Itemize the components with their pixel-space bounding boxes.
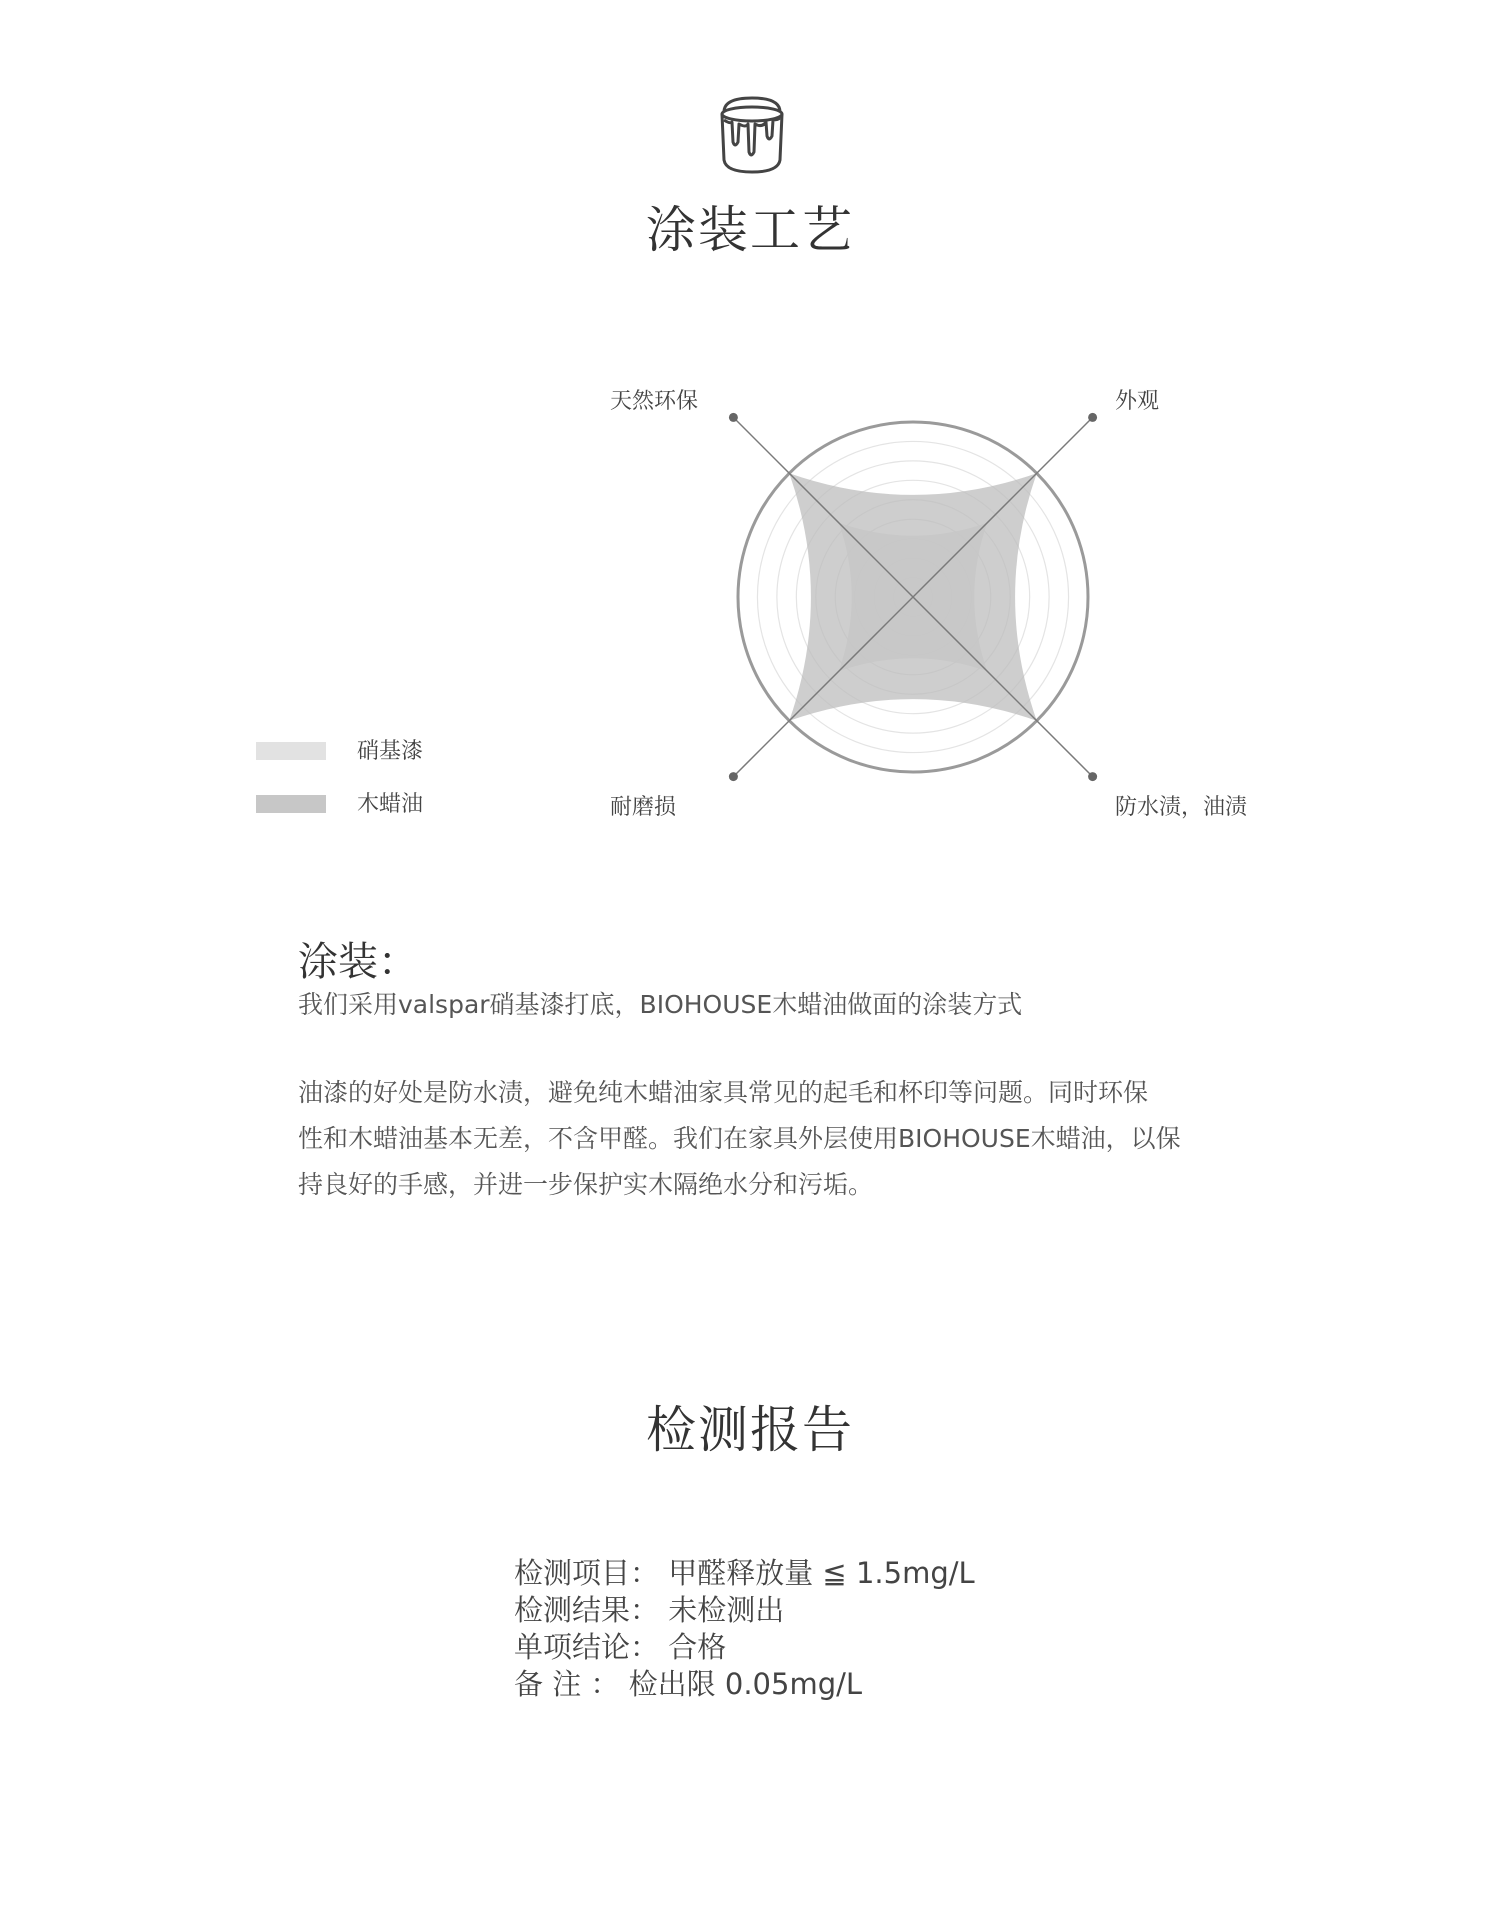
paragraph-line: 油漆的好处是防水渍，避免纯木蜡油家具常见的起毛和杯印等问题。同时环保 <box>298 1078 1149 1107</box>
paint-bucket-icon <box>716 90 788 174</box>
radar-axis-endpoint <box>729 413 738 422</box>
report-row-note: 备 注 ： 检出限 0.05mg/L <box>514 1667 863 1701</box>
coating-heading: 涂装： <box>298 939 418 985</box>
legend-label-wax-oil: 木蜡油 <box>357 792 424 817</box>
radar-axis-endpoint <box>729 772 738 781</box>
radar-axis-endpoint <box>1088 772 1097 781</box>
legend-label-nitro: 硝基漆 <box>357 739 424 764</box>
coating-intro-text: 我们采用valspar硝基漆打底，BIOHOUSE木蜡油做面的涂装方式 <box>298 990 1023 1019</box>
legend-swatch-wax-oil <box>256 795 326 813</box>
section-title-coating: 涂装工艺 <box>646 201 854 259</box>
axis-label-appearance: 外观 <box>1115 389 1160 414</box>
radar-axis-endpoint <box>1088 413 1097 422</box>
axis-label-wear: 耐磨损 <box>610 795 677 820</box>
axis-label-eco: 天然环保 <box>610 389 699 414</box>
radar-chart <box>560 380 1320 830</box>
coating-detail-paragraph <box>298 1070 1248 1208</box>
report-row-item: 检测项目： 甲醛释放量 ≦ 1.5mg/L <box>514 1556 975 1590</box>
section-title-report: 检测报告 <box>646 1401 854 1459</box>
report-row-conclusion: 单项结论： 合格 <box>514 1630 727 1664</box>
axis-label-waterproof: 防水渍，油渍 <box>1115 795 1248 820</box>
legend-swatch-nitro <box>256 742 326 760</box>
report-row-result: 检测结果： 未检测出 <box>514 1593 785 1627</box>
test-report <box>514 1555 975 1703</box>
paragraph-line: 性和木蜡油基本无差，不含甲醛。我们在家具外层使用BIOHOUSE木蜡油，以保 <box>298 1124 1181 1153</box>
paragraph-line: 持良好的手感，并进一步保护实木隔绝水分和污垢。 <box>298 1170 874 1199</box>
